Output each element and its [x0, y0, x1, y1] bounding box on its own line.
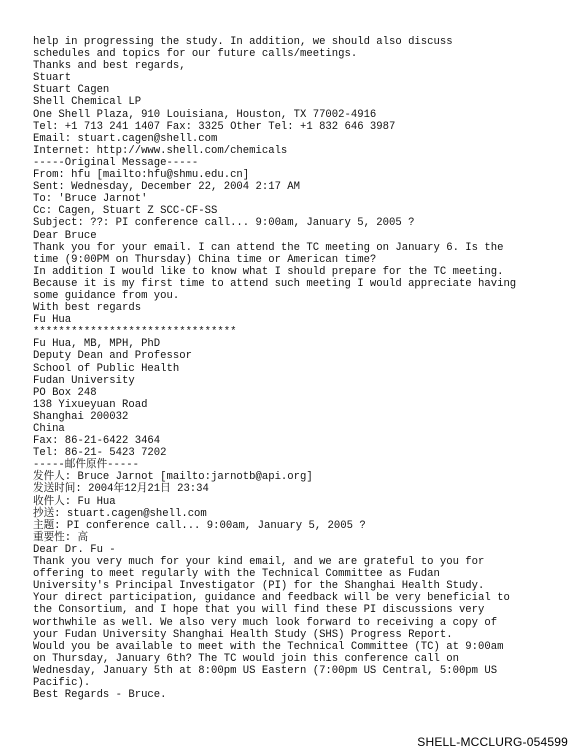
document-line: Fax: 86-21-6422 3464 — [33, 435, 161, 448]
document-line: Thank you very much for your kind email, and we are grateful to you for — [33, 556, 485, 569]
document-line: Tel: 86-21- 5423 7202 — [33, 447, 167, 460]
document-line: PO Box 248 — [33, 386, 97, 399]
email-document-body — [33, 36, 563, 701]
document-line: Dear Bruce — [33, 229, 97, 242]
document-line: One Shell Plaza, 910 Louisiana, Houston, TX 77002-4916 — [33, 108, 377, 121]
document-line: Thanks and best regards, — [33, 60, 186, 73]
document-line: Your direct participation, guidance and feedback will be very beneficial to — [33, 592, 510, 605]
document-line: -----Original Message----- — [33, 156, 199, 169]
document-line: on Thursday, January 6th? The TC would join this conference call on — [33, 652, 459, 665]
document-line: 发件人: Bruce Jarnot [mailto:jarnotb@api.org] — [33, 471, 313, 484]
document-line: Fudan University — [33, 374, 135, 387]
document-line: ******************************** — [33, 326, 237, 339]
document-line: Sent: Wednesday, December 22, 2004 2:17 AM — [33, 181, 301, 194]
document-line: Deputy Dean and Professor — [33, 350, 192, 363]
document-line: Would you be available to meet with the Technical Committee (TC) at 9:00am — [33, 640, 504, 653]
document-line: Dear Dr. Fu - — [33, 543, 116, 556]
document-line: School of Public Health — [33, 362, 180, 375]
document-line: 抄送: stuart.cagen@shell.com — [33, 507, 207, 520]
document-line: Best Regards - Bruce. — [33, 689, 167, 702]
document-line: With best regards — [33, 302, 142, 315]
document-line: University's Principal Investigator (PI) for the Shanghai Health Study. — [33, 580, 485, 593]
bates-number: SHELL-MCCLURG-054599 — [417, 735, 568, 749]
document-line: Stuart — [33, 72, 72, 85]
document-line: Shanghai 200032 — [33, 410, 129, 423]
document-line: some guidance from you. — [33, 289, 180, 302]
document-line: worthwhile as well. We also very much look forward to receiving a copy of — [33, 616, 498, 629]
document-line: Fu Hua, MB, MPH, PhD — [33, 338, 161, 351]
document-line: To: 'Bruce Jarnot' — [33, 193, 148, 206]
document-line: Email: stuart.cagen@shell.com — [33, 132, 218, 145]
document-line: Pacific). — [33, 676, 91, 689]
document-line: Internet: http://www.shell.com/chemicals — [33, 144, 288, 157]
document-line: 发送时间: 2004年12月21日 23:34 — [33, 483, 209, 496]
document-line: 收件人: Fu Hua — [33, 495, 116, 508]
document-line: your Fudan University Shanghai Health Study (SHS) Progress Report. — [33, 628, 453, 641]
document-line: Stuart Cagen — [33, 84, 110, 97]
document-line: Tel: +1 713 241 1407 Fax: 3325 Other Tel: +1 832 646 3987 — [33, 120, 396, 133]
document-line: Subject: ??: PI conference call... 9:00am, January 5, 2005 ? — [33, 217, 415, 230]
document-line: Fu Hua — [33, 314, 72, 327]
document-line: schedules and topics for our future calls/meetings. — [33, 48, 358, 61]
document-line: China — [33, 423, 65, 435]
document-line: Cc: Cagen, Stuart Z SCC-CF-SS — [33, 205, 218, 218]
document-line: -----邮件原件----- — [33, 459, 139, 472]
document-line: help in progressing the study. In addition, we should also discuss — [33, 36, 453, 48]
document-line: Thank you for your email. I can attend the TC meeting on January 6. Is the — [33, 241, 504, 254]
document-line: 138 Yixueyuan Road — [33, 398, 148, 411]
document-line: 主题: PI conference call... 9:00am, January 5, 2005 ? — [33, 519, 366, 532]
document-line: Wednesday, January 5th at 8:00pm US Eastern (7:00pm US Central, 5:00pm US — [33, 664, 498, 677]
document-line: In addition I would like to know what I should prepare for the TC meeting. — [33, 265, 504, 278]
document-line: Because it is my first time to attend such meeting I would appreciate having — [33, 277, 517, 290]
document-line: 重要性: 高 — [33, 531, 89, 544]
document-line: the Consortium, and I hope that you will find these PI discussions very — [33, 604, 485, 617]
document-line: time (9:00PM on Thursday) China time or American time? — [33, 253, 377, 266]
document-line: Shell Chemical LP — [33, 96, 142, 109]
document-line: From: hfu [mailto:hfu@shmu.edu.cn] — [33, 169, 250, 182]
document-line: offering to meet regularly with the Technical Committee as Fudan — [33, 568, 440, 581]
